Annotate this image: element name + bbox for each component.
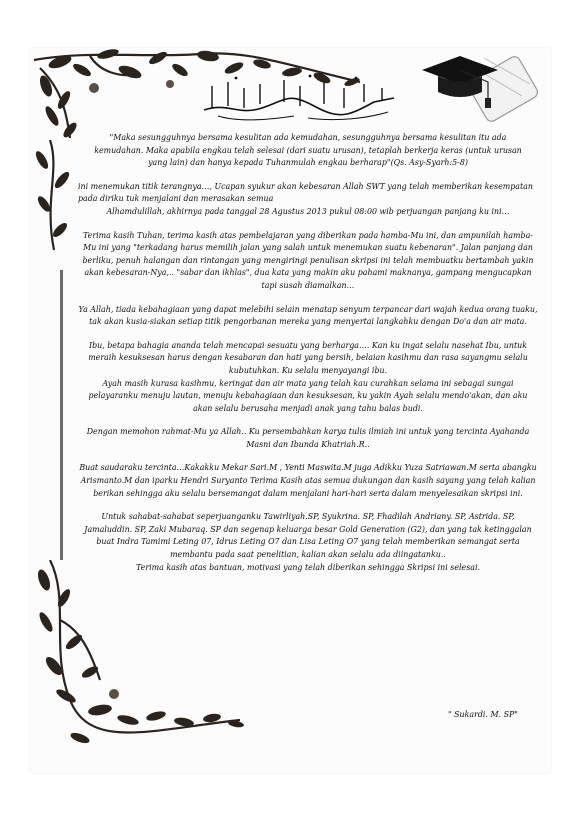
decorative-bar [60, 270, 63, 560]
siblings-paragraph: Buat saudaraku tercinta…Kakakku Mekar Sari.M , Yenti Maswita.M juga Adikku Yuza Satriawan.M serta abangku Arismanto.M dan iparku Hendri Suryanto Terima Kasih atas semua dukungan dan kasih sayang yang telah kalian berikan sehingga aku selalu bersemangat dalam menjalani hari-hari serta dalam menyelesaikan skripsi ini. [79, 463, 537, 498]
closing-thanks: Terima kasih atas bantuan, motivasi yang telah diberikan sehingga Skripsi ini selesai. [136, 562, 480, 572]
completion-date: Alhamdulillah, akhirnya pada tanggal 28 Agustus 2013 pukul 08:00 wib perjuangan panjang ku ini… [106, 206, 510, 216]
graduation-cap-diploma-icon [418, 48, 540, 126]
bismillah-calligraphy [198, 72, 398, 124]
father-paragraph: Ayah masih kurasa kasihmu, keringat dan air mata yang telah kau curahkan selama ini sebagai sungai pelayaranku menuju lautan, menuju kebahagiaan dan kesuksesan, ku yakin Ayah selalu mendo'akan, dan aku akan selalu berusaha menjadi anak yang tahu balas budi. [88, 378, 528, 413]
quran-quote: "Maka sesungguhnya bersama kesulitan ada kemudahan, sesungguhnya bersama kesulitan itu ada kemudahan. Maka apabila engkau telah selesai (dari suatu urusan), tetaplah berkerja keras (untuk urusan yang lain) dan hanya kepada Tuhanmulah engkau berharap"(Qs. Asy-Syarh:5-8) [94, 133, 522, 168]
floral-vine-bottom-ornament [30, 560, 250, 760]
prayer-parents: Ya Allah, tiada kebahagiaan yang dapat melebihi selain menatap senyum terpancar dari wajah kedua orang tuaku, tak akan kusia-siakan setiap titik pengorbanan mereka yang menyertai langkahku dengan Do'a dan air mata. [78, 304, 538, 327]
dedication-text [78, 132, 538, 585]
friends-paragraph: Untuk sahabat-sahabat seperjuanganku Tawirliyah.SP, Syukrina. SP, Fhadilah Andriany. SP, Astrida. SP, Jamaluddin. SP, Zaki Mubaraq. SP dan segenap keluarga besar Gold Generation (G2), dan yang tak ketinggalan buat Indra Tamimi Leting 07, Idrus Leting O7 dan Lisa Leting O7 yang telah memberikan semangat serta membantu pada saat penelitian, kalian akan selalu ada diingatanku.. [84, 512, 532, 560]
mother-paragraph: Ibu, betapa bahagia ananda telah mencapai sesuatu yang berharga…. Kan ku ingat selalu nasehat Ibu, untuk meraih kesuksesan harus dengan kesabaran dan hati yang bersih, belaian kasihmu dan rasa sayangmu selalu kubutuhkan. Ku selalu menyayangi ibu. [88, 340, 528, 375]
dedication-paragraph: Dengan memohon rahmat-Mu ya Allah.. Ku persembahkan karya tulis ilmiah ini untuk yang tercinta Ayahanda Masni dan Ibunda Khatriah.R.. [86, 427, 530, 449]
signature-name: " Sukardi. M. SP" [448, 710, 518, 719]
thanks-to-god: Terima kasih Tuhan, terima kasih atas pembelajaran yang diberikan pada hamba-Mu ini, dan ampunilah hamba-Mu ini yang "terkadang harus memilih jalan yang salah untuk menemukan suatu kebenaran". Jalan panjang dan berliku, penuh halangan dan rintangan yang mengiringi penulisan skripsi ini telah membuatku bertambah yakin akan kebesaran-Nya,.. "sabar dan ikhlas", dua kata yang makin aku pahami maknanya, gampang mengucapkan tapi susah diamalkan… [82, 230, 534, 290]
gratitude-intro: ini menemukan titik terangnya…, Ucapan syukur akan kebesaran Allah SWT yang telah memberikan kesempatan pada diriku tuk menjalani dan merasakan semua [78, 181, 533, 204]
